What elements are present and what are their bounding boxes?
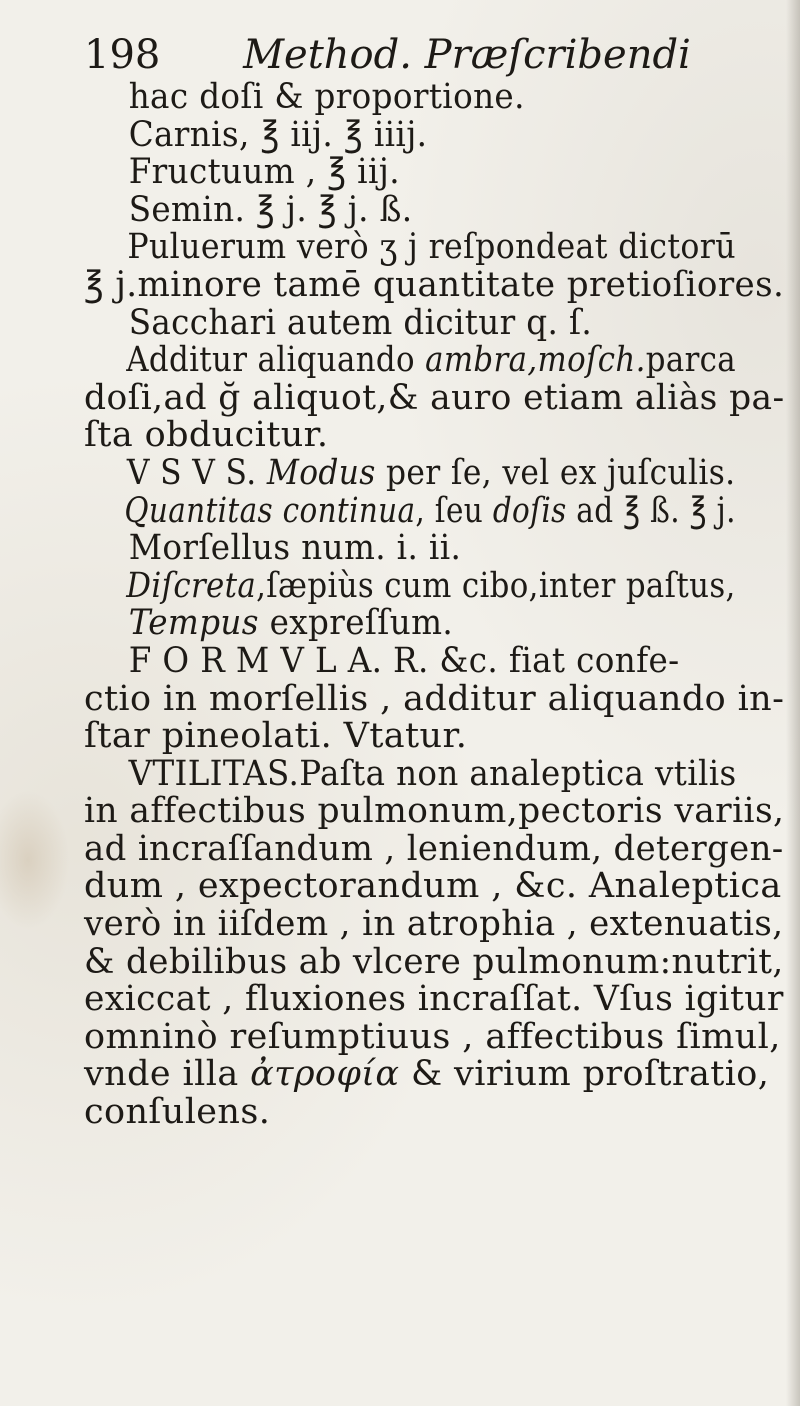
text-run: & debilibus ab vlcere pulmonum:nutrit, [84,941,784,982]
text-line [84,904,784,945]
text-line [84,979,784,1020]
text-run: Carnis, ℥ iij. ℥ iiij. [128,114,428,155]
text-line [84,565,736,606]
text-run: ad ℥ ß. ℥ j. [566,490,736,531]
italic-text: Modus [266,452,376,493]
text-run: verò in iiſdem , in atrophia , extenuatis, [84,904,784,945]
text-run: VTILITAS.Paſta non analeptica vtilis [128,753,737,794]
text-run: exiccat , fluxiones incraſſat. Vſus igitur [84,979,784,1020]
paper-stain [0,790,70,930]
text-line [84,718,784,756]
text-run: vnde illa [84,1054,251,1095]
text-line [84,490,736,531]
text-run: F O R M V L A. R. &c. fiat confe- [128,640,680,681]
italic-text: Tempus [128,603,259,644]
text-run: per ſe, vel ex juſculis. [375,452,736,493]
text-run: doſi,ad ğ aliquot,& auro etiam aliàs pa- [84,377,785,418]
text-run: expreſſum. [258,603,454,644]
text-run: hac doſi & proportione. [128,77,525,117]
text-run: parca [645,340,737,381]
text-line [84,264,785,305]
text-line [84,417,784,455]
text-line [84,114,736,155]
text-run: Morſellus num. i. ii. [128,528,462,569]
text-line [84,302,736,343]
text-line [84,828,784,869]
text-line [84,154,736,192]
text-run: ad incraſſandum , leniendum, detergen- [84,828,784,869]
text-run: & virium proſtratio, [399,1054,770,1095]
text-run: conſulens. [84,1092,271,1133]
text-run: Fructuum , ℥ iij. [128,152,400,193]
text-run: in affectibus pulmonum,pectoris variis, [84,791,785,832]
text-line [84,452,736,493]
text-run: V S V S. [126,452,267,493]
text-line [84,189,736,230]
text-run: Semin. ℥ j. ℥ j. ß. [128,189,413,230]
italic-text: doſis [492,490,567,531]
text-run: ſta obducitur. [84,415,329,456]
text-run: ℥ j.minore tamē quantitate pretioſiores. [84,264,785,305]
italic-text: Diſcreta [126,565,257,606]
text-line [84,1056,784,1094]
text-line [84,1094,784,1132]
text-line [84,530,736,568]
text-line [84,868,784,906]
italic-text: ἀτροφία [250,1054,400,1095]
text-run: ctio in morſellis , additur aliquando in- [84,678,785,719]
text-line [84,941,784,982]
italic-text: Quantitas continua [124,490,416,531]
page-number: 198 [84,32,161,78]
text-line [84,377,785,418]
text-line [84,340,737,381]
text-line [84,227,736,268]
text-line [84,79,736,117]
text-run: Additur aliquando [126,340,426,381]
text-line [84,791,785,832]
text-run: Puluerum verò ʒ j reſpondeat dictorū [127,227,736,268]
text-run: ſtar pineolati. Vtatur. [84,716,468,757]
body-text [84,79,784,1132]
text-run: dum , expectorandum , &c. Analeptica [84,866,782,907]
page-edge-shadow [786,0,800,1406]
text-line [84,605,736,643]
text-run: ,ſæpiùs cum cibo,inter paſtus, [256,565,736,606]
text-run: , ſeu [415,490,493,531]
text-line [84,640,736,681]
page-header [84,30,691,80]
text-line [84,678,785,719]
text-line [84,753,737,794]
text-line [84,1016,784,1057]
running-title: Method. Præſcribendi [243,32,691,78]
text-run: Sacchari autem dicitur q. ſ. [128,302,593,343]
italic-text: ambra,moſch. [425,340,646,381]
text-run: omninò reſumptiuus , affectibus ſimul, [84,1016,781,1057]
